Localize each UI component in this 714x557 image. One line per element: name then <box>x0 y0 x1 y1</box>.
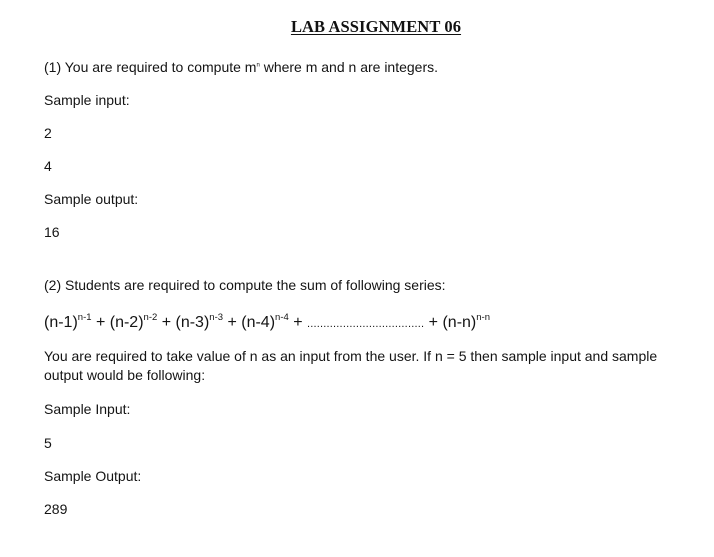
series-term-3 <box>175 311 242 331</box>
series-plus-2: + <box>157 314 176 331</box>
series-last-exponent: n-n <box>476 311 490 323</box>
series-plus-3: + <box>223 314 242 331</box>
q2-heading: (2) Students are required to compute the sum of following series: <box>44 277 446 293</box>
q1-sample-input-label: Sample input: <box>44 92 130 108</box>
q1-text-after: where m and n are integers. <box>259 59 439 75</box>
series-ellipsis-dots: .................................... <box>307 318 425 330</box>
series-term-4-base: (n-4) <box>241 314 276 331</box>
series-term-3-exponent: n-3 <box>209 311 224 323</box>
series-plus-4: + <box>288 314 307 331</box>
q1-text-before: (1) You are required to compute m <box>44 59 257 75</box>
series-term-2 <box>109 311 176 331</box>
series-term-4-exponent: n-4 <box>275 311 289 323</box>
q2-series <box>44 313 490 334</box>
page-title: LAB ASSIGNMENT 06 <box>290 17 462 36</box>
q1-superscript: n <box>256 62 260 69</box>
q1-sample-output-label: Sample output: <box>44 191 139 207</box>
q1-sample-input-value-2: 4 <box>44 158 52 174</box>
q1-sample-input-value-1: 2 <box>44 125 52 141</box>
q1-sample-output-value: 16 <box>44 224 60 240</box>
q2-sample-output-label: Sample Output: <box>44 468 142 484</box>
q2-sample-input-label: Sample Input: <box>44 401 131 417</box>
q1-statement <box>44 58 438 76</box>
series-term-2-base: (n-2) <box>109 314 144 331</box>
series-last-plus: + <box>424 314 443 331</box>
series-last-base: (n-n) <box>442 314 477 331</box>
series-term-2-exponent: n-2 <box>143 311 158 323</box>
series-term-1-exponent: n-1 <box>77 311 92 323</box>
series-term-1-base: (n-1) <box>44 314 78 331</box>
series-term-4 <box>241 311 307 331</box>
series-plus-1: + <box>91 314 110 331</box>
q2-sample-output-value: 289 <box>44 501 68 517</box>
q2-description: You are required to take value of n as an input from the user. If n = 5 then sample input and sample output would be following: <box>44 348 658 383</box>
series-term-3-base: (n-3) <box>175 314 210 331</box>
q2-sample-input-value: 5 <box>44 435 52 451</box>
series-term-1 <box>44 311 110 331</box>
